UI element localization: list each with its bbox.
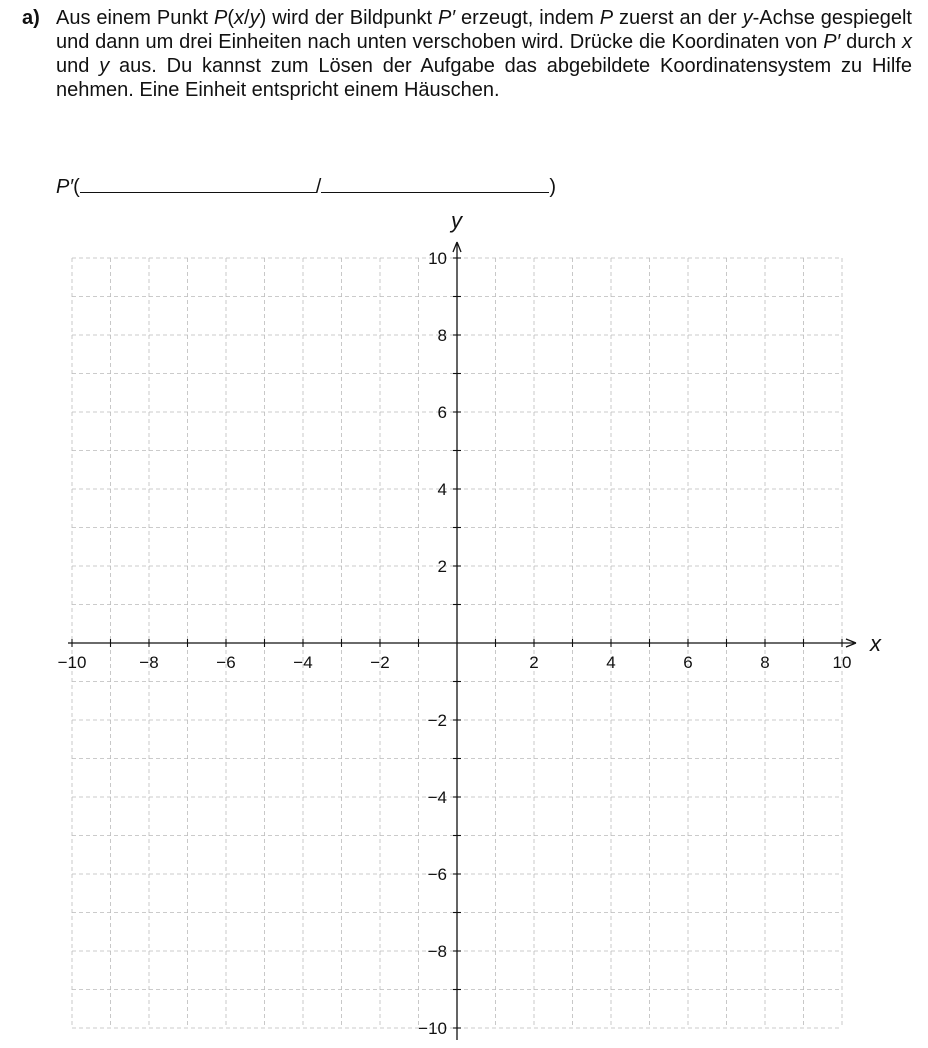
answer-separator: / (315, 176, 322, 198)
x-tick-label: −6 (216, 653, 236, 672)
answer-point-name: P′ (56, 176, 74, 198)
task-text-part: y (249, 7, 260, 29)
y-tick-label: −10 (418, 1019, 447, 1038)
task-text-part: P′ (437, 7, 456, 29)
y-tick-label: −8 (427, 942, 447, 961)
task-text-part: ) wird der Bildpunkt (259, 7, 438, 29)
x-tick-label: −4 (293, 653, 313, 672)
task-text-part: y (742, 7, 753, 29)
x-tick-label: −2 (370, 653, 390, 672)
x-tick-label: −10 (57, 653, 87, 672)
task-text-part: aus. Du kannst zum Lösen der Aufgabe das abgebildete Koordinatensystem zu Hilfe nehmen. Eine Einheit entspricht einem Häuschen. (56, 55, 918, 101)
task-text-part: durch (840, 31, 902, 53)
x-tick-label: 8 (760, 653, 770, 672)
task-text-part: x (901, 31, 912, 53)
y-axis-label: y (451, 208, 462, 233)
task-text-part: / (244, 7, 250, 29)
task-text-part: P (599, 7, 614, 29)
task-text-part: Aus einem Punkt (56, 7, 214, 29)
answer-y-blank[interactable] (321, 172, 549, 193)
y-tick-label: −4 (427, 788, 447, 807)
y-tick-label: 8 (437, 326, 447, 345)
task-text-part: P (214, 7, 228, 29)
y-tick-label: 4 (437, 480, 447, 499)
y-tick-label: 10 (428, 249, 447, 268)
answer-close-paren: ) (549, 176, 556, 198)
task-text-part: erzeugt, indem (455, 7, 600, 29)
task-text-part: -Achse gespiegelt und dann um drei Einheiten nach unten verschoben wird. Drücke die Koordinaten von (56, 7, 918, 53)
axes (68, 242, 856, 1040)
task-text-part: und (56, 31, 918, 77)
y-tick-label: 2 (437, 557, 447, 576)
task-text-part: x (234, 7, 245, 29)
task-text-part: zuerst an der (613, 7, 743, 29)
task-text-part: P′ (823, 31, 841, 53)
task-text-part: ( (227, 7, 235, 29)
task-text (56, 6, 918, 102)
x-axis-label: x (870, 631, 881, 656)
task-text-part: y (99, 55, 110, 77)
x-tick-label: −8 (139, 653, 159, 672)
x-tick-label: 4 (606, 653, 616, 672)
x-tick-label: 6 (683, 653, 693, 672)
answer-x-blank[interactable] (80, 172, 316, 193)
x-tick-label: 2 (529, 653, 539, 672)
task-label: a) (22, 7, 40, 29)
y-tick-label: −6 (427, 865, 447, 884)
tick-labels (58, 208, 882, 1038)
y-tick-label: −2 (427, 711, 447, 730)
answer-open-paren: ( (73, 176, 80, 198)
x-tick-label: 10 (832, 653, 852, 672)
coordinate-system[interactable] (0, 200, 928, 1048)
y-tick-label: 6 (437, 403, 447, 422)
answer-line (56, 172, 556, 199)
